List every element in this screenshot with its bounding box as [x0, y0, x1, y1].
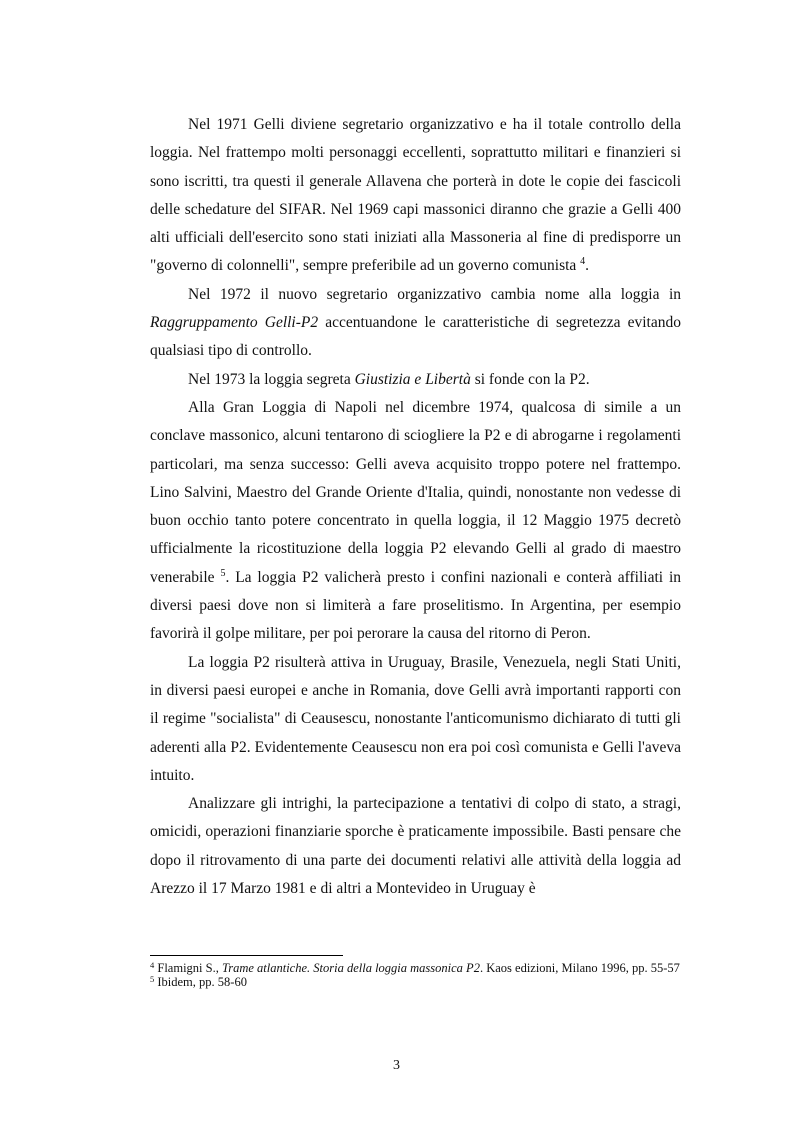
- text-run: Nel 1973 la loggia segreta: [188, 370, 355, 388]
- text-run: . Kaos edizioni, Milano 1996, pp. 55-57: [479, 961, 680, 975]
- paragraph: [150, 649, 681, 790]
- italic-run: Trame atlantiche. Storia della loggia massonica P2: [221, 961, 480, 975]
- paragraph: [150, 394, 681, 649]
- body-text: [150, 111, 681, 903]
- italic-run: Raggruppamento Gelli-P2: [150, 314, 319, 332]
- text-run: Flamigni S.,: [154, 961, 222, 975]
- paragraph: [150, 281, 681, 366]
- text-run: Ibidem, pp. 58-60: [154, 974, 247, 989]
- page-number: 3: [393, 1058, 400, 1073]
- footnote-number: 5: [150, 973, 155, 984]
- footnotes: [150, 962, 681, 989]
- footnote-ref: 4: [580, 256, 586, 268]
- italic-run: Giustizia e Libertà: [354, 370, 471, 388]
- text-run: Alla Gran Loggia di Napoli nel dicembre 1974, qualcosa di simile a un conclave massonico, alcuni tentarono di sciogliere la P2 e di abrogarne i regolamenti particolari, ma senza successo: Gelli aveva acquisito troppo potere nel frattempo. Lino Salvini, Maestro del Grande Oriente d'Italia, quindi, nonostante non vedesse di buon occhio tanto potere concentrato in quella loggia, il 12 Maggio 1975 decretò ufficialmente la ricostituzione della loggia P2 elevando Gelli al grado di maestro venerabile: [150, 398, 681, 586]
- text-run: accentuandone le caratteristiche di segretezza evitando qualsiasi tipo di controllo.: [150, 314, 681, 360]
- paragraph: [150, 790, 681, 903]
- paragraph: [150, 366, 681, 394]
- text-run: si fonde con la P2.: [470, 370, 590, 388]
- footnote: [150, 973, 681, 990]
- footnote-number: 4: [150, 960, 155, 970]
- text-run: .: [585, 257, 590, 275]
- paragraph: [150, 111, 681, 281]
- text-run: Nel 1972 il nuovo segretario organizzativo cambia nome alla loggia in: [188, 285, 681, 303]
- footnote-ref: 5: [220, 567, 226, 579]
- text-run: . La loggia P2 valicherà presto i confini nazionali e conterà affiliati in diversi paesi dove non si limiterà a fare proselitismo. In Argentina, per esempio favorirà il golpe militare, per poi perorare la causa del ritorno di Peron.: [150, 568, 682, 643]
- footnote-separator: [150, 955, 343, 956]
- text-run: Analizzare gli intrighi, la partecipazione a tentativi di colpo di stato, a stragi, omicidi, operazioni finanziarie sporche è praticamente impossibile. Basti pensare che dopo il ritrovamento di una parte dei documenti relativi alle attività della loggia ad Arezzo il 17 Marzo 1981 e di altri a Montevideo in Uruguay è: [150, 795, 681, 898]
- text-run: Nel 1971 Gelli diviene segretario organizzativo e ha il totale controllo della loggia. Nel frattempo molti personaggi eccellenti, soprattutto militari e finanzieri si sono iscritti, tra questi il generale Allavena che porterà in dote le copie dei fascicoli delle schedature del SIFAR. Nel 1969 capi massonici diranno che grazie a Gelli 400 alti ufficiali dell'esercito sono stati iniziati alla Massoneria al fine di predisporre un "governo di colonnelli", sempre preferibile ad un governo comunista: [150, 116, 681, 275]
- text-run: La loggia P2 risulterà attiva in Uruguay, Brasile, Venezuela, negli Stati Uniti, in diversi paesi europei e anche in Romania, dove Gelli avrà importanti rapporti con il regime "socialista" di Ceausescu, nonostante l'anticomunismo dichiarato di tutti gli aderenti alla P2. Evidentemente Ceausescu non era poi così comunista e Gelli l'aveva intuito.: [150, 653, 681, 784]
- footnote: [150, 962, 681, 976]
